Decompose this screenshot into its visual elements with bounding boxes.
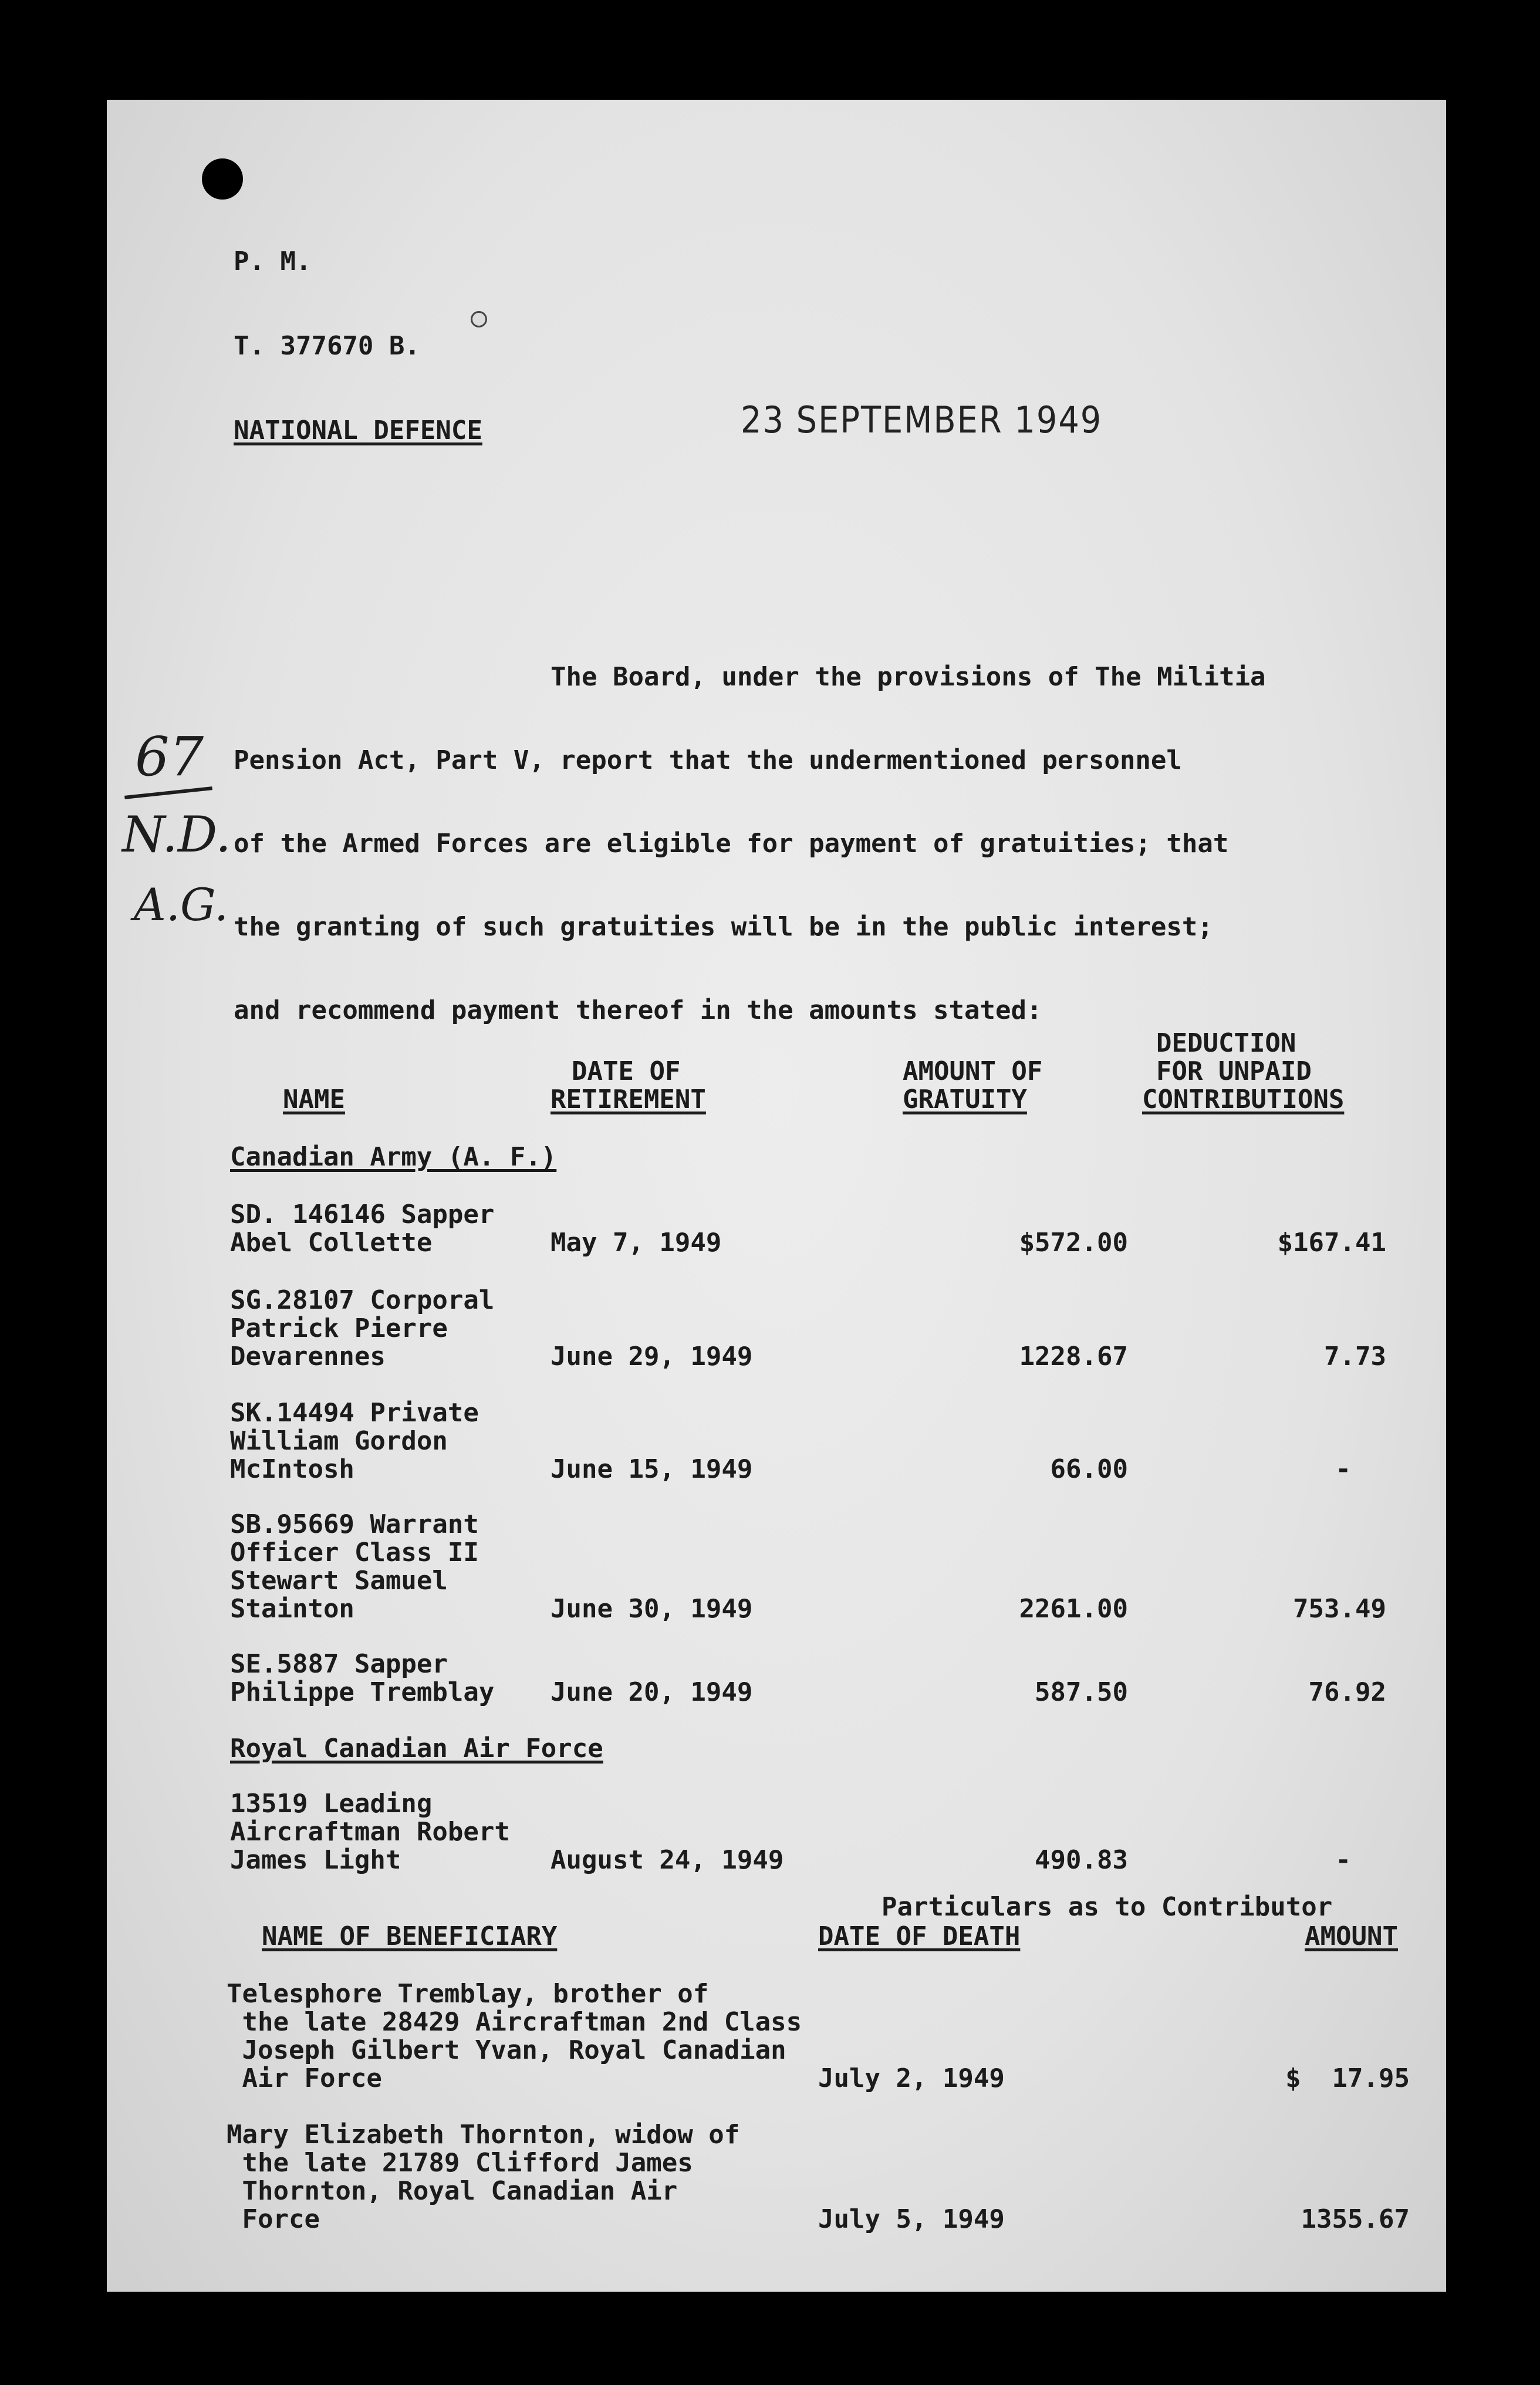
pin-mark: [471, 311, 487, 327]
row-date: June 29, 1949: [551, 1342, 753, 1371]
body-line: of the Armed Forces are eligible for payment of gratuities; that: [234, 829, 1229, 859]
death-date: July 5, 1949: [818, 2204, 1005, 2234]
ref-pm: P. M.: [234, 246, 312, 276]
row-date: May 7, 1949: [551, 1228, 722, 1258]
col-header-date-2: RETIREMENT: [551, 1085, 706, 1114]
row-name-line: SB.95669 Warrant: [230, 1509, 479, 1539]
death-date: July 2, 1949: [818, 2063, 1005, 2093]
row-name-line: Philippe Tremblay: [230, 1677, 495, 1707]
row-name-line: SD. 146146 Sapper: [230, 1200, 495, 1229]
row-deduction: -: [1335, 1845, 1351, 1875]
date-stamp: 23 SEPTEMBER 1949: [741, 398, 1103, 441]
beneficiary-line: Telesphore Tremblay, brother of: [227, 1979, 709, 2009]
col-header-beneficiary: NAME OF BENEFICIARY: [262, 1921, 558, 1951]
row-date: June 30, 1949: [551, 1594, 753, 1624]
row-name-line: Patrick Pierre: [230, 1313, 448, 1343]
contributor-amount: 1355.67: [1301, 2204, 1410, 2234]
row-name-line: SK.14494 Private: [230, 1398, 479, 1428]
row-deduction: -: [1335, 1454, 1351, 1484]
row-amount: 66.00: [1050, 1454, 1128, 1484]
section-heading-rcaf: Royal Canadian Air Force: [230, 1734, 603, 1764]
col-header-deduction-3: CONTRIBUTIONS: [1142, 1085, 1345, 1114]
department-heading: NATIONAL DEFENCE: [234, 415, 482, 445]
col-header-amount-1: AMOUNT OF: [903, 1056, 1043, 1086]
row-name-line: Aircraftman Robert: [230, 1817, 510, 1847]
row-amount: 1228.67: [1019, 1342, 1128, 1371]
beneficiary-line: Mary Elizabeth Thornton, widow of: [227, 2120, 740, 2150]
beneficiary-line: Air Force: [227, 2063, 382, 2093]
row-amount: 587.50: [1035, 1677, 1128, 1707]
row-deduction: 76.92: [1308, 1677, 1386, 1707]
col-header-date-of-death: DATE OF DEATH: [818, 1921, 1021, 1951]
row-name-line: Officer Class II: [230, 1538, 479, 1568]
row-name-line: 13519 Leading: [230, 1789, 433, 1819]
body-line: The Board, under the provisions of The Militia: [551, 662, 1266, 692]
beneficiary-line: Joseph Gilbert Yvan, Royal Canadian: [227, 2035, 786, 2065]
row-name-line: James Light: [230, 1845, 401, 1875]
margin-note-ag: A.G.: [134, 879, 229, 931]
row-deduction: 753.49: [1293, 1594, 1386, 1624]
margin-note-nd: N.D.: [122, 806, 231, 863]
beneficiary-line: Thornton, Royal Canadian Air: [227, 2176, 678, 2206]
row-name-line: SG.28107 Corporal: [230, 1285, 495, 1315]
body-line: and recommend payment thereof in the amounts stated:: [234, 995, 1042, 1025]
col-header-name: NAME: [283, 1085, 345, 1114]
section-heading-army: Canadian Army (A. F.): [230, 1142, 557, 1172]
row-date: June 15, 1949: [551, 1454, 753, 1484]
col-header-deduction-1: DEDUCTION: [1156, 1028, 1296, 1058]
col-header-contributor-amount: AMOUNT: [1305, 1921, 1398, 1951]
body-line: the granting of such gratuities will be in the public interest;: [234, 912, 1213, 942]
row-amount: 2261.00: [1019, 1594, 1128, 1624]
row-name-line: SE.5887 Sapper: [230, 1649, 448, 1679]
beneficiary-line: the late 28429 Aircraftman 2nd Class: [227, 2007, 802, 2037]
row-deduction: 7.73: [1324, 1342, 1386, 1371]
ref-number: T. 377670 B.: [234, 331, 420, 361]
row-name-line: Devarennes: [230, 1342, 386, 1371]
row-name-line: McIntosh: [230, 1454, 354, 1484]
row-date: June 20, 1949: [551, 1677, 753, 1707]
row-date: August 24, 1949: [551, 1845, 784, 1875]
margin-note-number: 67: [135, 725, 204, 788]
document-page: [107, 100, 1446, 2292]
body-line: Pension Act, Part V, report that the undermentioned personnel: [234, 745, 1182, 775]
row-amount: $572.00: [1019, 1228, 1128, 1258]
col-header-deduction-2: FOR UNPAID: [1156, 1056, 1312, 1086]
row-amount: 490.83: [1035, 1845, 1128, 1875]
beneficiary-line: the late 21789 Clifford James: [227, 2148, 693, 2178]
punch-hole: [202, 158, 243, 200]
row-name-line: William Gordon: [230, 1426, 448, 1456]
row-deduction: $167.41: [1277, 1228, 1386, 1258]
row-name-line: Stainton: [230, 1594, 354, 1624]
particulars-heading: Particulars as to Contributor: [882, 1892, 1333, 1922]
col-header-date-1: DATE OF: [572, 1056, 681, 1086]
row-name-line: Stewart Samuel: [230, 1566, 448, 1596]
col-header-amount-2: GRATUITY: [903, 1085, 1027, 1114]
row-name-line: Abel Collette: [230, 1228, 433, 1258]
beneficiary-line: Force: [227, 2204, 320, 2234]
margin-note-rule: [124, 786, 212, 799]
contributor-amount: $ 17.95: [1285, 2063, 1410, 2093]
